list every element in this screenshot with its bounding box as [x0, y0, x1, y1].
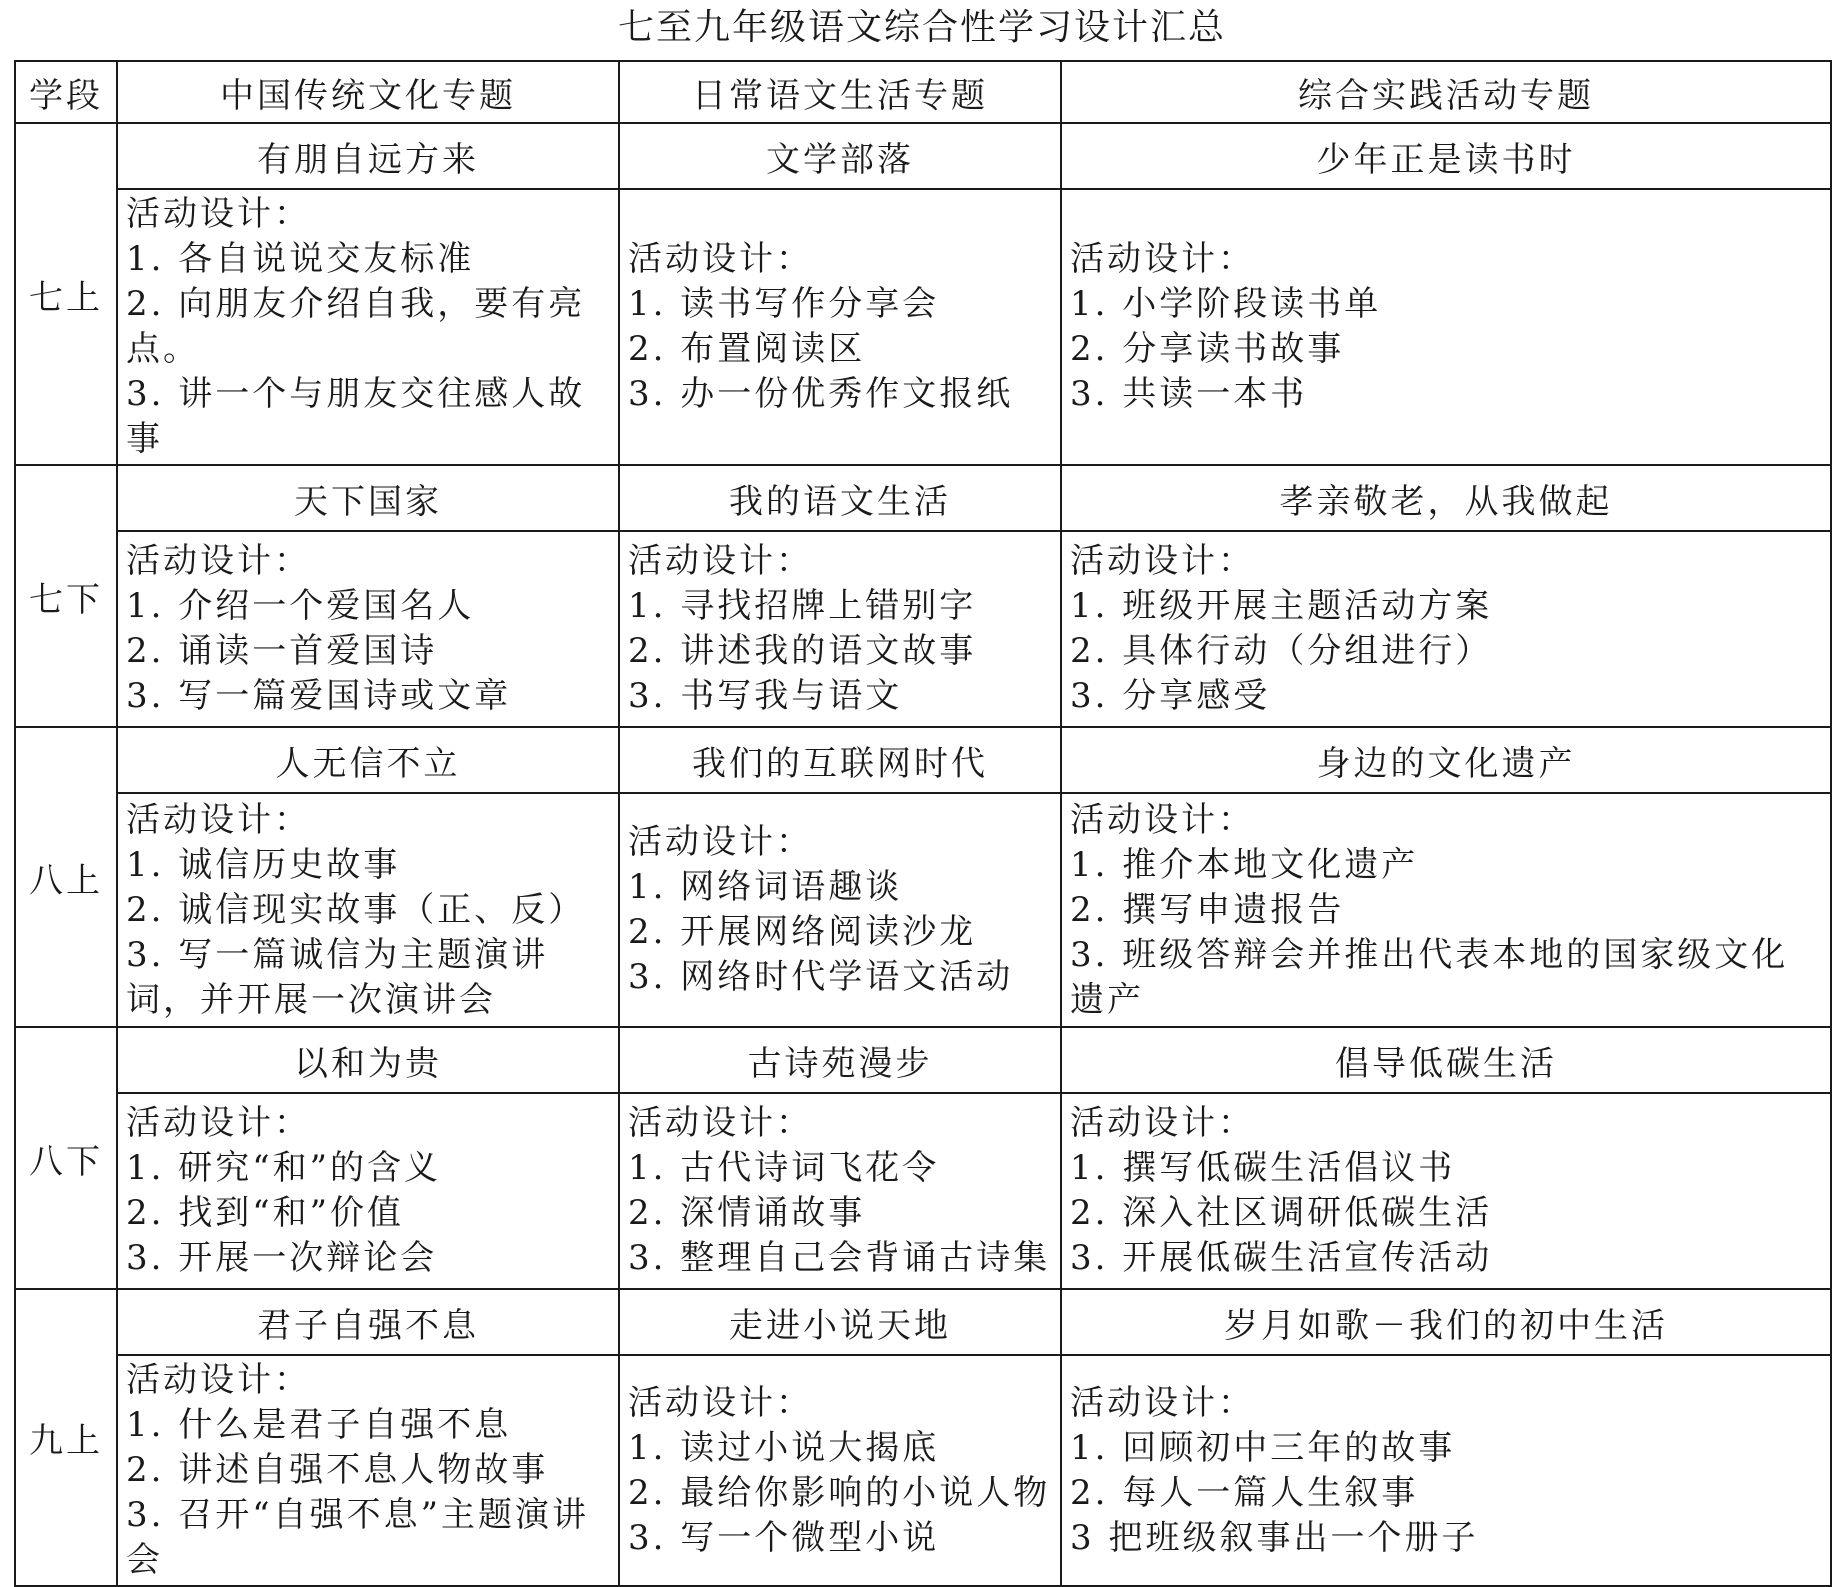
- activity-line: 活动设计：: [628, 541, 813, 581]
- topic-row-7a: [15, 123, 1831, 189]
- activity-line: 3. 写一篇诚信为主题演讲词，并开展一次演讲会: [126, 934, 549, 1020]
- topic-cell: 文学部落: [619, 123, 1061, 189]
- topic-cell: 我的语文生活: [619, 465, 1061, 531]
- topic-cell: 孝亲敬老，从我做起: [1061, 465, 1831, 531]
- topic-cell: 以和为贵: [117, 1027, 619, 1093]
- activity-line: 3. 分享感受: [1070, 676, 1271, 716]
- activity-line: 3. 办一份优秀作文报纸: [628, 374, 1014, 414]
- topic-row-7b: [15, 465, 1831, 531]
- topic-cell: 走进小说天地: [619, 1289, 1061, 1355]
- activity-line: 3. 召开“自强不息”主题演讲会: [126, 1495, 590, 1580]
- document-title: 七至九年级语文综合性学习设计汇总: [617, 7, 1226, 48]
- activity-line: 2. 诚信现实故事（正、反）: [126, 889, 586, 930]
- activity-cell: [1061, 793, 1831, 1027]
- activity-line: 活动设计：: [126, 1360, 311, 1400]
- activity-cell: [619, 189, 1061, 465]
- activity-line: 2. 开展网络阅读沙龙: [628, 912, 977, 952]
- table-header-row: [15, 61, 1831, 123]
- activity-line: 1. 古代诗词飞花令: [628, 1148, 940, 1188]
- activity-line: 3. 整理自己会背诵古诗集: [628, 1238, 1051, 1278]
- activity-line: 活动设计：: [126, 799, 311, 840]
- activity-cell: [117, 1093, 619, 1289]
- activity-cell: [117, 189, 619, 465]
- activity-line: 3. 共读一本书: [1070, 374, 1308, 414]
- activity-line: 1. 网络词语趣谈: [628, 867, 903, 907]
- topic-cell: 有朋自远方来: [117, 123, 619, 189]
- activity-line: 2. 最给你影响的小说人物: [628, 1472, 1051, 1513]
- topic-row-9a: [15, 1289, 1831, 1355]
- topic-cell: 天下国家: [117, 465, 619, 531]
- activity-cell: [117, 1355, 619, 1586]
- activity-line: 活动设计：: [126, 1103, 311, 1143]
- activity-line: 2. 找到“和”价值: [126, 1193, 405, 1233]
- activity-row-8b: [15, 1093, 1831, 1289]
- activity-cell: [619, 531, 1061, 727]
- activity-line: 1. 各自说说交友标准: [126, 239, 475, 279]
- header-stage: 学段: [15, 61, 117, 123]
- activity-line: 活动设计：: [628, 239, 813, 279]
- activity-line: 1. 介绍一个爱国名人: [126, 586, 475, 626]
- activity-line: 2. 诵读一首爱国诗: [126, 631, 438, 671]
- activity-cell: [117, 531, 619, 727]
- activity-cell: [1061, 531, 1831, 727]
- activity-cell: [619, 793, 1061, 1027]
- topic-cell: 君子自强不息: [117, 1289, 619, 1355]
- activity-line: 2. 深入社区调研低碳生活: [1070, 1193, 1493, 1233]
- activity-line: 活动设计：: [126, 541, 311, 581]
- topic-cell: 少年正是读书时: [1061, 123, 1831, 189]
- activity-line: 3. 书写我与语文: [628, 676, 903, 716]
- activity-line: 3. 写一个微型小说: [628, 1517, 940, 1558]
- activity-line: 3 把班级叙事出一个册子: [1070, 1517, 1479, 1558]
- activity-line: 2. 布置阅读区: [628, 329, 866, 369]
- activity-line: 1. 什么是君子自强不息: [126, 1405, 512, 1445]
- activity-line: 2. 撰写申遗报告: [1070, 889, 1345, 930]
- activity-line: 3. 讲一个与朋友交往感人故事: [126, 374, 586, 459]
- activity-row-7b: [15, 531, 1831, 727]
- stage-cell: 八下: [15, 1027, 117, 1289]
- topic-cell: 古诗苑漫步: [619, 1027, 1061, 1093]
- stage-cell: 八上: [15, 727, 117, 1027]
- activity-cell: [1061, 1093, 1831, 1289]
- activity-line: 1. 班级开展主题活动方案: [1070, 586, 1493, 626]
- activity-cell: [1061, 1355, 1831, 1586]
- topic-cell: 倡导低碳生活: [1061, 1027, 1831, 1093]
- summary-table: [14, 60, 1832, 1587]
- topic-row-8a: [15, 727, 1831, 793]
- activity-row-8a: [15, 793, 1831, 1027]
- activity-line: 2. 向朋友介绍自我，要有亮点。: [126, 284, 586, 369]
- topic-cell: 岁月如歌－我们的初中生活: [1061, 1289, 1831, 1355]
- activity-line: 活动设计：: [1070, 239, 1255, 279]
- topic-row-8b: [15, 1027, 1831, 1093]
- activity-line: 活动设计：: [1070, 799, 1255, 840]
- activity-line: 活动设计：: [628, 1382, 813, 1423]
- activity-line: 活动设计：: [126, 194, 311, 234]
- activity-line: 3. 班级答辩会并推出代表本地的国家级文化遗产: [1070, 934, 1789, 1020]
- header-daily-language-life: 日常语文生活专题: [619, 61, 1061, 123]
- activity-line: 2. 分享读书故事: [1070, 329, 1345, 369]
- activity-line: 3. 网络时代学语文活动: [628, 957, 1014, 997]
- activity-line: 活动设计：: [1070, 541, 1255, 581]
- topic-cell: 人无信不立: [117, 727, 619, 793]
- activity-line: 1. 小学阶段读书单: [1070, 284, 1382, 324]
- stage-cell: 七下: [15, 465, 117, 727]
- activity-line: 2. 讲述我的语文故事: [628, 631, 977, 671]
- activity-line: 1. 诚信历史故事: [126, 844, 401, 885]
- activity-line: 1. 读过小说大揭底: [628, 1427, 940, 1468]
- activity-cell: [619, 1355, 1061, 1586]
- activity-line: 1. 研究“和”的含义: [126, 1148, 442, 1188]
- activity-line: 3. 开展一次辩论会: [126, 1238, 438, 1278]
- activity-cell: [117, 793, 619, 1027]
- activity-line: 3. 写一篇爱国诗或文章: [126, 676, 512, 716]
- activity-line: 1. 回顾初中三年的故事: [1070, 1427, 1456, 1468]
- activity-line: 1. 推介本地文化遗产: [1070, 844, 1419, 885]
- activity-row-9a: [15, 1355, 1831, 1586]
- activity-line: 2. 讲述自强不息人物故事: [126, 1450, 549, 1490]
- activity-cell: [619, 1093, 1061, 1289]
- activity-line: 1. 撰写低碳生活倡议书: [1070, 1148, 1456, 1188]
- activity-line: 1. 寻找招牌上错别字: [628, 586, 977, 626]
- activity-line: 活动设计：: [1070, 1103, 1255, 1143]
- activity-line: 2. 每人一篇人生叙事: [1070, 1472, 1419, 1513]
- activity-line: 2. 深情诵故事: [628, 1193, 866, 1233]
- stage-cell: 九上: [15, 1289, 117, 1586]
- activity-line: 活动设计：: [1070, 1382, 1255, 1423]
- stage-cell: 七上: [15, 123, 117, 465]
- activity-line: 活动设计：: [628, 822, 813, 862]
- topic-cell: 我们的互联网时代: [619, 727, 1061, 793]
- header-traditional-culture: 中国传统文化专题: [117, 61, 619, 123]
- activity-row-7a: [15, 189, 1831, 465]
- header-practice-activity: 综合实践活动专题: [1061, 61, 1831, 123]
- activity-line: 活动设计：: [628, 1103, 813, 1143]
- activity-line: 3. 开展低碳生活宣传活动: [1070, 1238, 1493, 1278]
- topic-cell: 身边的文化遗产: [1061, 727, 1831, 793]
- activity-line: 2. 具体行动（分组进行）: [1070, 631, 1493, 671]
- activity-cell: [1061, 189, 1831, 465]
- activity-line: 1. 读书写作分享会: [628, 284, 940, 324]
